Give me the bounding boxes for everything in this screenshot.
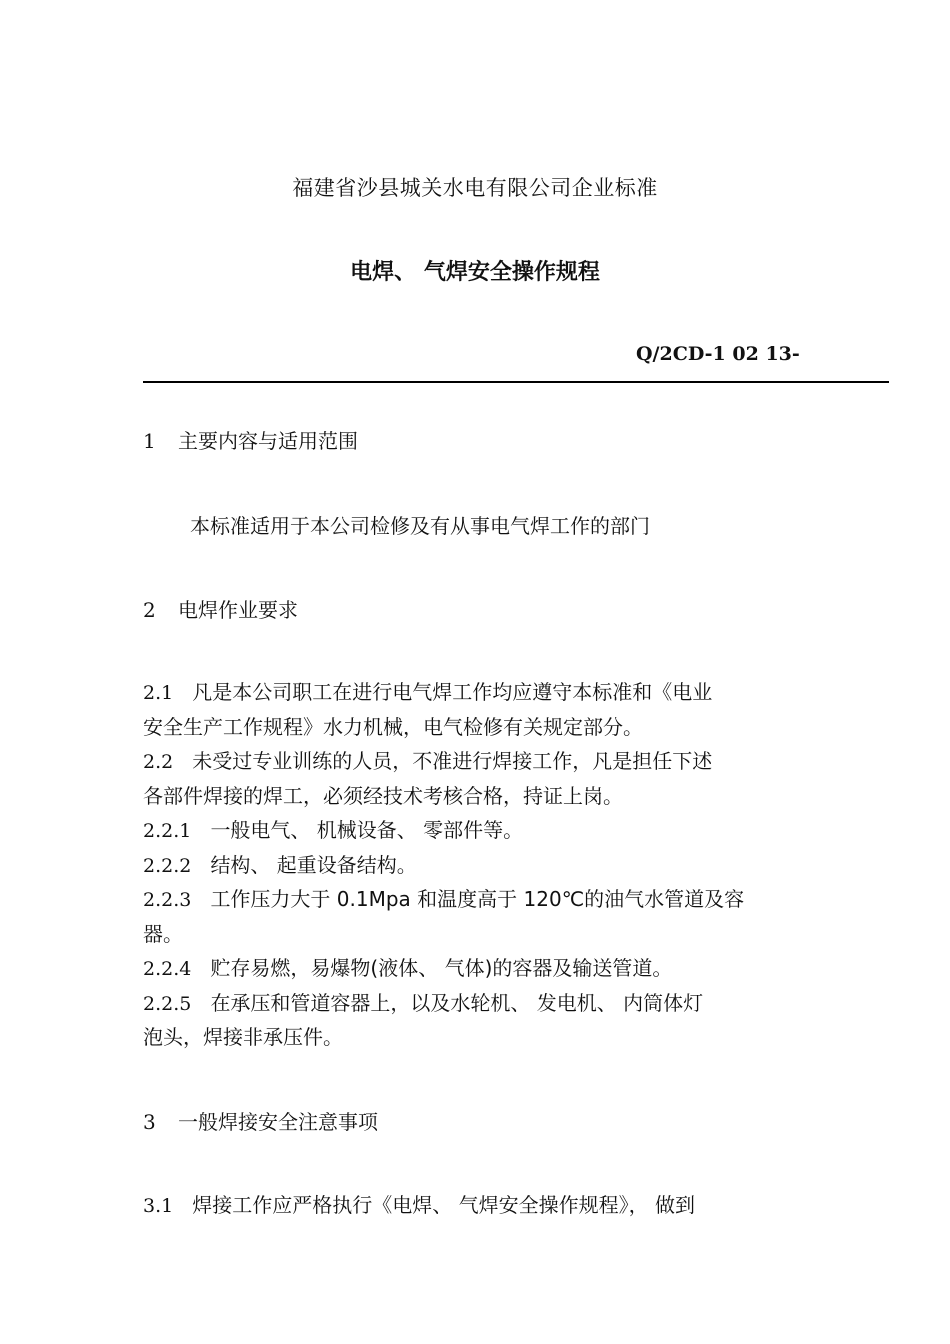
section-1-number: 1 (143, 429, 156, 453)
section-3-heading (143, 1106, 378, 1135)
header-divider (143, 381, 889, 383)
clause-text: 未受过专业训练的人员，不准进行焊接工作，凡是担任下述 (192, 749, 713, 773)
clause-text: 贮存易燃，易爆物(液体、 气体)的容器及输送管道。 (210, 956, 673, 980)
section-1-heading (143, 425, 358, 454)
clause-number: 2.2.3 (143, 889, 192, 911)
organization-standard-line: 福建省沙县城关水电有限公司企业标准 (292, 176, 658, 200)
clause-line (143, 951, 808, 986)
clause-number: 2.2.4 (143, 958, 192, 980)
section-2-title: 电焊作业要求 (178, 598, 298, 622)
clause-text: 焊接工作应严格执行《电焊、 气焊安全操作规程》， 做到 (192, 1193, 696, 1217)
clause-line (143, 1020, 808, 1055)
clause-text: 一般电气、 机械设备、 零部件等。 (210, 818, 524, 842)
section-2-body (143, 675, 808, 1055)
clause-number: 3.1 (143, 1195, 174, 1217)
clause-text: 器。 (143, 921, 183, 946)
clause-line (143, 986, 808, 1021)
clause-line (143, 779, 808, 814)
clause-text: 在承压和管道容器上，以及水轮机、 发电机、 内筒体灯 (210, 990, 704, 1015)
clause-line (143, 813, 808, 848)
section-1-body: 本标准适用于本公司检修及有从事电气焊工作的部门 (190, 514, 650, 538)
clause-line (143, 917, 808, 952)
document-title: 电焊、 气焊安全操作规程 (350, 260, 600, 285)
clause-line (143, 882, 808, 917)
section-2-number: 2 (143, 598, 156, 622)
clause-number: 2.2.2 (143, 854, 192, 877)
clause-text: 工作压力大于 0.1Mpa 和温度高于 120℃的油气水管道及容 (210, 887, 745, 911)
document-code: Q/2CD-1 02 13- (636, 343, 800, 365)
clause-text: 安全生产工作规程》水力机械，电气检修有关规定部分。 (143, 714, 643, 739)
clause-number: 2.2 (143, 751, 174, 773)
clause-number: 2.1 (143, 682, 174, 704)
clause-line (143, 675, 808, 710)
clause-text: 各部件焊接的焊工，必须经技术考核合格，持证上岗。 (143, 783, 623, 808)
clause-line (143, 1188, 808, 1223)
clause-line (143, 744, 808, 779)
clause-line (143, 710, 808, 745)
section-3-body (143, 1188, 808, 1223)
clause-number: 2.2.1 (143, 820, 192, 842)
section-1-title: 主要内容与适用范围 (178, 429, 358, 453)
clause-line (143, 848, 808, 883)
section-2-heading (143, 594, 298, 623)
clause-text: 结构、 起重设备结构。 (210, 852, 417, 877)
clause-text: 凡是本公司职工在进行电气焊工作均应遵守本标准和《电业 (192, 680, 713, 704)
section-3-number: 3 (143, 1110, 156, 1134)
clause-number: 2.2.5 (143, 992, 192, 1015)
section-3-title: 一般焊接安全注意事项 (178, 1110, 378, 1134)
clause-text: 泡头，焊接非承压件。 (143, 1025, 343, 1049)
